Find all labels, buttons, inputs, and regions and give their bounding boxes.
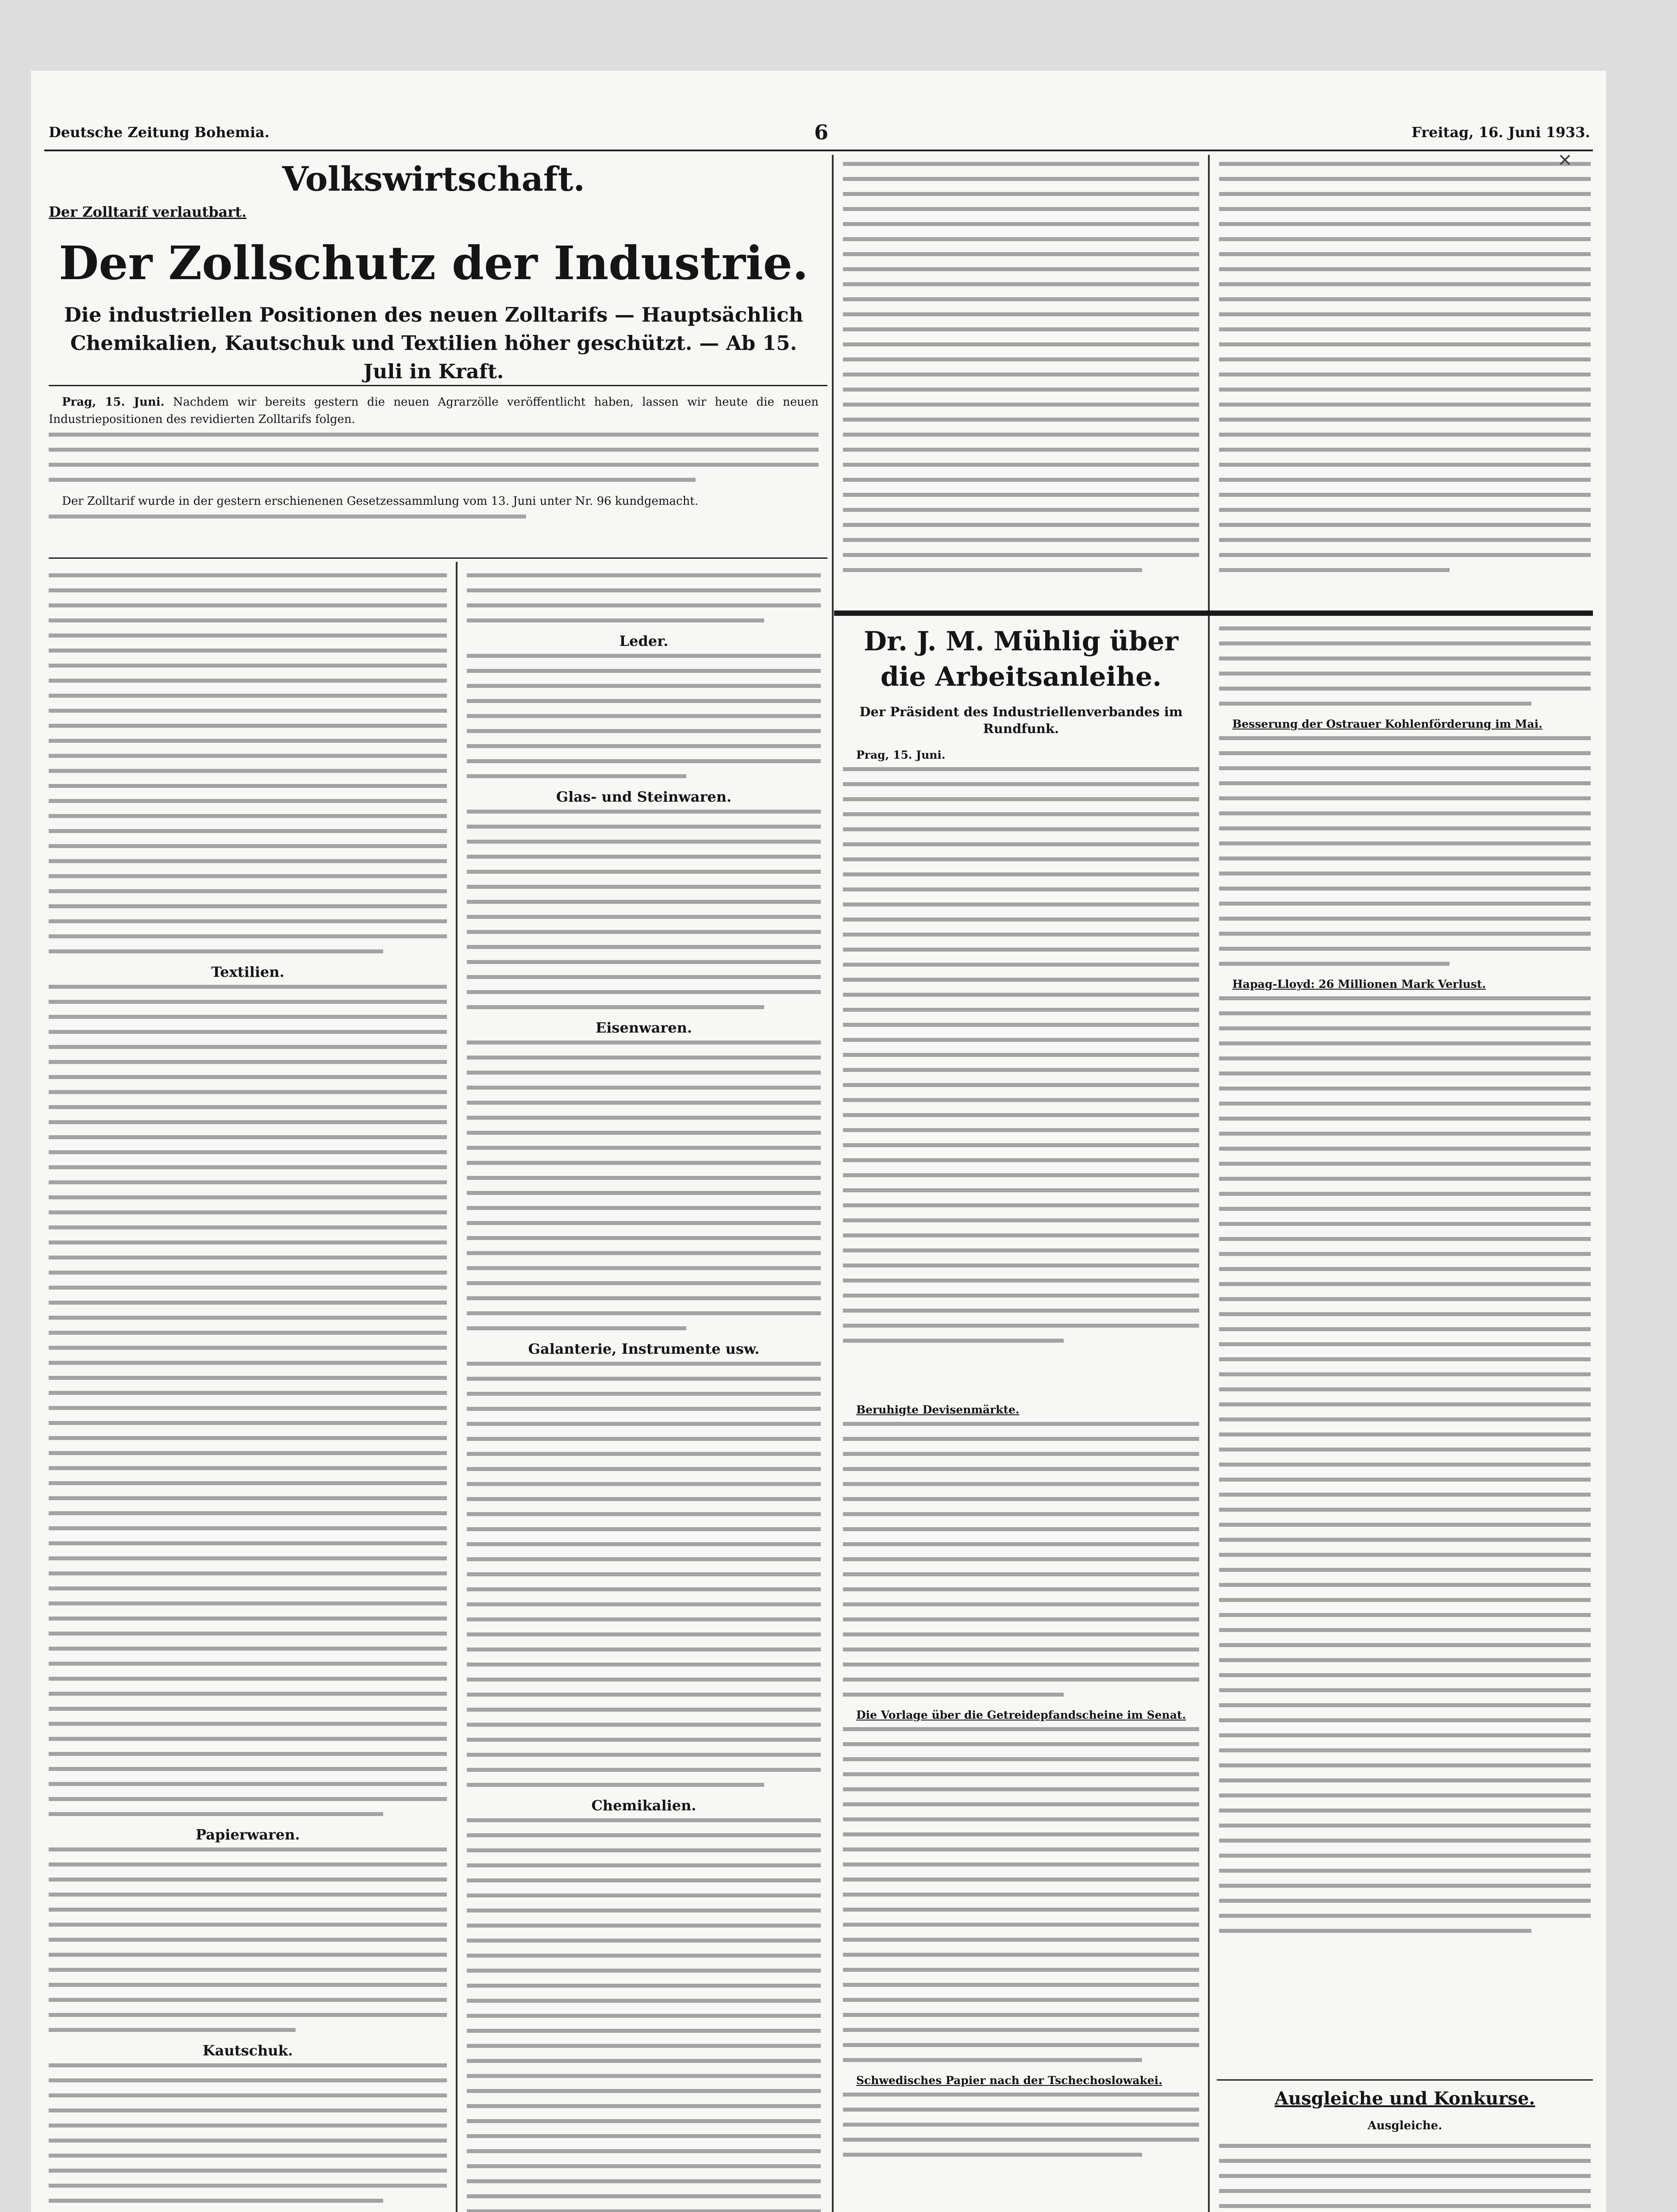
intro-text (49, 394, 819, 557)
market-news (843, 1402, 1199, 2212)
main-headline: Der Zollschutz der Industrie. (59, 236, 808, 290)
section-paper: Papierwaren. (196, 1826, 300, 1843)
tariff-continuation-b (1219, 159, 1591, 606)
section-textiles: Textilien. (211, 964, 285, 980)
intro-dateline: Prag, 15. Juni. (62, 396, 165, 409)
section-leather: Leder. (619, 633, 669, 649)
main-subheadline: Die industriellen Positionen des neuen Zolltarifs — Hauptsächlich Chemikalien, Kautschuk und Textilien höher geschützt. — Ab 15. Juli in Kraft. (64, 303, 804, 383)
bankruptcies-body (1219, 2141, 1591, 2212)
intro-paragraph: Nachdem wir bereits gestern die neuen Agrarzölle veröffentlicht haben, lassen wir heute die neuen Industriepositionen des revidierten Zolltarifs folgen. (49, 396, 819, 426)
tariff-continuation-a (843, 159, 1199, 606)
muehlig-dateline: Prag, 15. Juni. (856, 749, 946, 761)
section-galanterie: Galanterie, Instrumente usw. (528, 1340, 760, 1357)
masthead-paper-name: Deutsche Zeitung Bohemia. (49, 124, 270, 141)
section-divider (834, 611, 1593, 616)
subheadline-rule (49, 385, 827, 386)
hapag-kicker: Hapag-Lloyd: 26 Millionen Mark Verlust. (1232, 978, 1486, 991)
papier-kicker: Schwedisches Papier nach der Tschechoslowakei. (856, 2074, 1162, 2087)
tariff-column-1 (49, 571, 447, 2212)
section-rubber: Kautschuk. (203, 2042, 293, 2059)
intro-paragraph-2: Der Zolltarif wurde in der gestern erschienenen Gesetzessammlung vom 13. Juni unter Nr. 96 kundgemacht. (62, 495, 699, 508)
muehlig-headline: Dr. J. M. Mühlig über die Arbeitsanleihe. (863, 626, 1179, 692)
masthead-page-number: 6 (814, 120, 829, 144)
tariff-column-2 (467, 571, 821, 2212)
margin-mark: ✕ (1558, 150, 1573, 171)
ostrau-kicker: Besserung der Ostrauer Kohlenförderung im Mai. (1232, 718, 1542, 730)
bankruptcies-subtitle: Ausgleiche. (1367, 2119, 1442, 2132)
headline-kicker: Der Zolltarif verlautbart. (49, 204, 247, 220)
muehlig-body (843, 748, 1199, 1394)
column-rule (456, 562, 458, 2212)
column-rule (1208, 155, 1210, 2212)
bankruptcies-rule (1217, 2079, 1593, 2081)
column-rule (832, 155, 834, 2212)
getreide-kicker: Die Vorlage über die Getreidepfandscheine im Senat. (856, 1709, 1186, 1721)
section-title: Volkswirtschaft. (282, 159, 585, 199)
section-iron: Eisenwaren. (595, 1019, 692, 1036)
section-glass: Glas- und Steinwaren. (556, 788, 732, 805)
economy-briefs (1219, 624, 1591, 2039)
devisen-kicker: Beruhigte Devisenmärkte. (856, 1403, 1019, 1416)
masthead-date: Freitag, 16. Juni 1933. (1412, 124, 1590, 141)
intro-rule (49, 557, 827, 559)
bankruptcies-title: Ausgleiche und Konkurse. (1274, 2088, 1535, 2109)
section-chemicals: Chemikalien. (591, 1797, 696, 1814)
masthead-rule (44, 150, 1593, 151)
newspaper-page (31, 71, 1606, 2212)
muehlig-subheadline: Der Präsident des Industriellenverbandes im Rundfunk. (859, 704, 1183, 736)
